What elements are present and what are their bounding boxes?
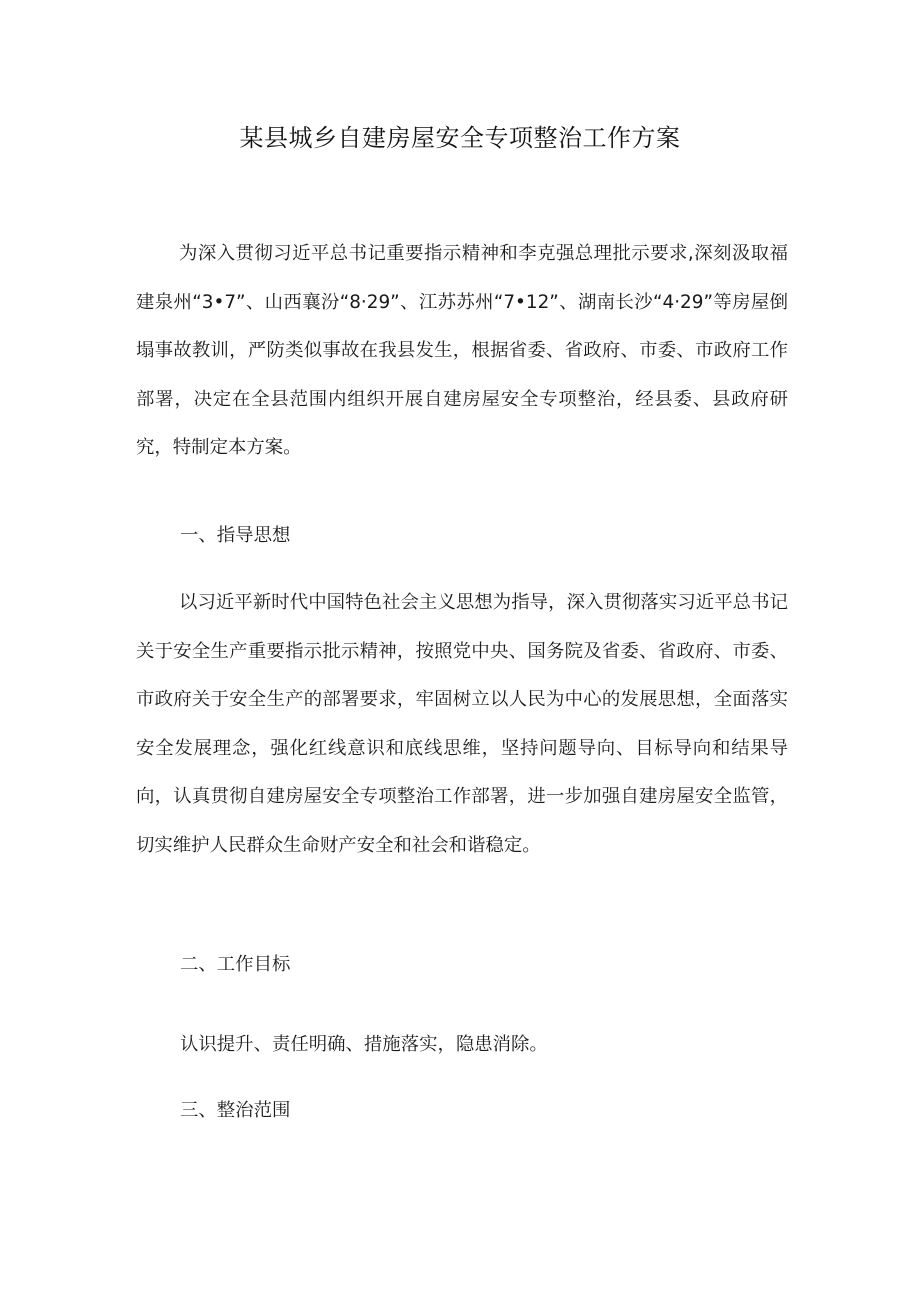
work-goals-paragraph: 认识提升、责任明确、措施落实，隐患消除。	[180, 1034, 548, 1055]
document-title: 某县城乡自建房屋安全专项整治工作方案	[239, 124, 681, 152]
guiding-ideology-paragraph: 以习近平新时代中国特色社会主义思想为指导，深入贯彻落实习近平总书记关于安全生产重要指示批示精神，按照党中央、国务院及省委、省政府、市委、市政府关于安全生产的部署要求，牢固树立以人民为中心的发展思想，全面落实安全发展理念，强化红线意识和底线思维，坚持问题导向、目标导向和结果导向，认真贯彻自建房屋安全专项整治工作部署，进一步加强自建房屋安全监管，切实维护人民群众生命财产安全和社会和谐稳定。	[136, 592, 788, 856]
section-heading-guiding-ideology: 一、指导思想	[180, 525, 291, 546]
section-heading-work-goals: 二、工作目标	[180, 954, 291, 975]
intro-paragraph: 为深入贯彻习近平总书记重要指示精神和李克强总理批示要求,深刻汲取福建泉州“3•7”、山西襄汾“8·29”、江苏苏州“7•12”、湖南长沙“4·29”等房屋倒塌事故教训，严防类似事故在我县发生，根据省委、省政府、市委、市政府工作部署，决定在全县范围内组织开展自建房屋安全专项整治，经县委、县政府研究，特制定本方案。	[136, 243, 788, 458]
section-heading-scope: 三、整治范围	[180, 1100, 291, 1121]
